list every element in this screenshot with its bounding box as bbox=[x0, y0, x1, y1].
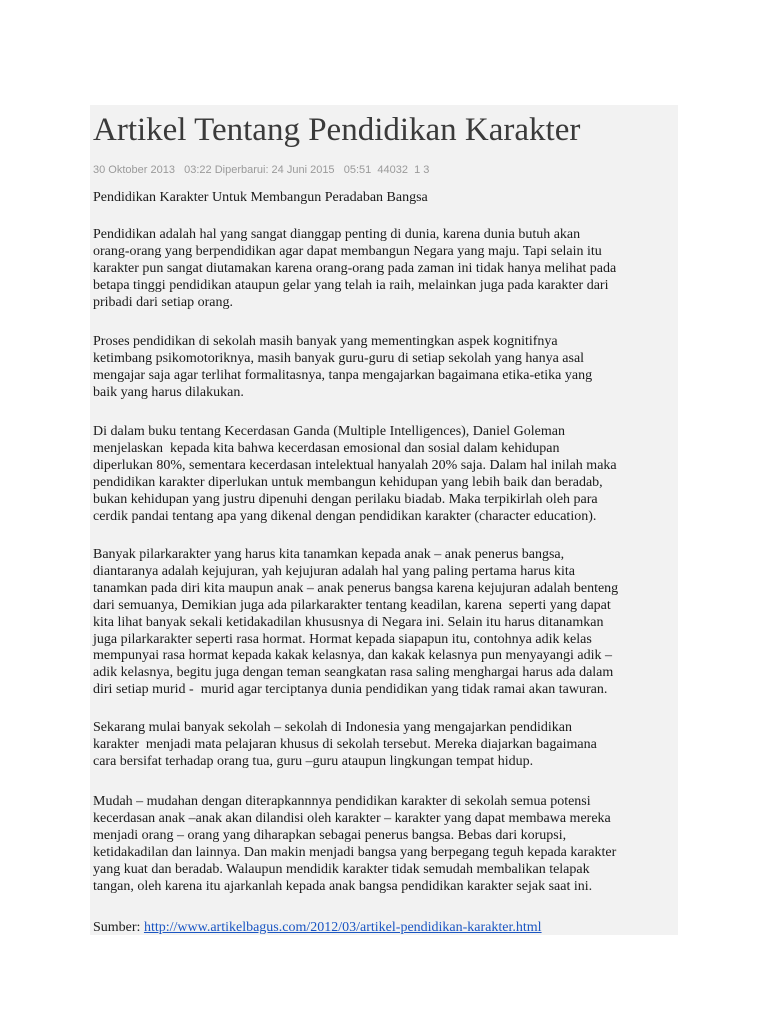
paragraph-line: bukan kehidupan yang justru dipenuhi dengan perilaku biadab. Maka terpikirlah oleh para bbox=[93, 491, 598, 507]
paragraph-line: Proses pendidikan di sekolah masih banyak yang mementingkan aspek kognitifnya bbox=[93, 334, 558, 349]
source-line bbox=[93, 919, 542, 936]
paragraph-line: baik yang harus dilakukan. bbox=[93, 384, 244, 400]
paragraph-3 bbox=[93, 424, 683, 525]
paragraph-line: tanamkan pada diri kita maupun anak – anak penerus bangsa karena kejujuran adalah benteng bbox=[93, 580, 619, 596]
paragraph-line: yang kuat dan beradab. Walaupun mendidik karakter tidak semudah membalikan telapak bbox=[93, 861, 590, 877]
paragraph-line: pribadi dari setiap orang. bbox=[93, 294, 233, 310]
paragraph-line: mengajar saja agar terlihat formalitasnya, tanpa mengajarkan bagaimana etika-etika yang bbox=[93, 367, 593, 383]
paragraph-line: cara bersifat terhadap orang tua, guru –guru ataupun lingkungan tempat hidup. bbox=[93, 753, 534, 769]
paragraph-line: dari semuanya, Demikian juga ada pilarkarakter tentang keadilan, karena seperti yang dapat bbox=[93, 597, 611, 613]
article-meta: 30 Oktober 2013 03:22 Diperbarui: 24 Juni 2015 05:51 44032 1 3 bbox=[93, 164, 430, 176]
paragraph-line: betapa tinggi pendidikan ataupun gelar yang telah ia raih, melainkan juga pada karakter dari bbox=[93, 277, 609, 293]
paragraph-line: diperlukan 80%, sementara kecerdasan intelektual hanyalah 20% saja. Dalam hal inilah maka bbox=[93, 457, 617, 473]
paragraph-line: menjelaskan kepada kita bahwa kecerdasan emosional dan sosial dalam kehidupan bbox=[93, 440, 560, 456]
source-link[interactable]: http://www.artikelbagus.com/2012/03/artikel-pendidikan-karakter.html bbox=[143, 920, 542, 935]
paragraph-line: karakter menjadi mata pelajaran khusus di sekolah tersebut. Mereka diajarkan bagaimana bbox=[93, 736, 597, 752]
paragraph-line: mempunyai rasa hormat kepada kakak kelasnya, dan kakak kelasnya pun menyayangi adik – bbox=[93, 648, 612, 664]
paragraph-line: Sekarang mulai banyak sekolah – sekolah di Indonesia yang mengajarkan pendidikan bbox=[93, 720, 572, 735]
article-subtitle: Pendidikan Karakter Untuk Membangun Peradaban Bangsa bbox=[93, 190, 428, 205]
paragraph-2 bbox=[93, 334, 683, 402]
paragraph-line: orang-orang yang berpendidikan agar dapat membangun Negara yang maju. Tapi selain itu bbox=[93, 243, 602, 259]
paragraph-line: cerdik pandai tentang apa yang dikenal dengan pendidikan karakter (character education). bbox=[93, 508, 597, 524]
paragraph-line: karakter pun sangat diutamakan karena orang-orang pada zaman ini tidak hanya melihat pada bbox=[93, 260, 617, 276]
paragraph-line: Pendidikan adalah hal yang sangat dianggap penting di dunia, karena dunia butuh akan bbox=[93, 227, 581, 242]
paragraph-line: juga pilarkarakter seperti rasa hormat. Hormat kepada siapapun itu, contohnya adik kelas bbox=[93, 631, 592, 647]
paragraph-line: Di dalam buku tentang Kecerdasan Ganda (Multiple Intelligences), Daniel Goleman bbox=[93, 424, 565, 439]
paragraph-line: adik kelasnya, begitu juga dengan teman seangkatan rasa saling menghargai harus ada dalam bbox=[93, 665, 614, 681]
paragraph-line: menjadi orang – orang yang diharapkan sebagai penerus bangsa. Bebas dari korupsi, bbox=[93, 827, 567, 843]
paragraph-line: pendidikan karakter diperlukan untuk membangun kehidupan yang lebih baik dan beradab, bbox=[93, 474, 603, 490]
paragraph-1 bbox=[93, 227, 683, 312]
source-label: Sumber: bbox=[93, 920, 144, 935]
paragraph-line: tangan, oleh karena itu ajarkanlah kepada anak bangsa pendidikan karakter sejak saat ini. bbox=[93, 878, 593, 894]
paragraph-line: ketidakadilan dan lainnya. Dan makin menjadi bangsa yang berpegang teguh kepada karakter bbox=[93, 844, 617, 860]
paragraph-line: Mudah – mudahan dengan diterapkannnya pendidikan karakter di sekolah semua potensi bbox=[93, 794, 591, 809]
paragraph-line: Banyak pilarkarakter yang harus kita tanamkan kepada anak – anak penerus bangsa, bbox=[93, 547, 565, 562]
paragraph-line: kita lihat banyak sekali ketidakadilan khususnya di Negara ini. Selain itu harus ditanamkan bbox=[93, 614, 604, 630]
paragraph-line: diantaranya adalah kejujuran, yah kejujuran adalah hal yang paling pertama harus kita bbox=[93, 563, 576, 579]
article-title: Artikel Tentang Pendidikan Karakter bbox=[93, 112, 581, 148]
paragraph-line: ketimbang psikomotoriknya, masih banyak guru-guru di setiap sekolah yang hanya asal bbox=[93, 350, 585, 366]
paragraph-line: diri setiap murid - murid agar terciptanya dunia pendidikan yang tidak ramai akan tawuran. bbox=[93, 682, 608, 698]
paragraph-5 bbox=[93, 720, 683, 771]
paragraph-line: kecerdasan anak –anak akan dilandisi oleh karakter – karakter yang dapat membawa mereka bbox=[93, 810, 611, 826]
paragraph-4 bbox=[93, 547, 683, 699]
paragraph-6 bbox=[93, 794, 683, 895]
